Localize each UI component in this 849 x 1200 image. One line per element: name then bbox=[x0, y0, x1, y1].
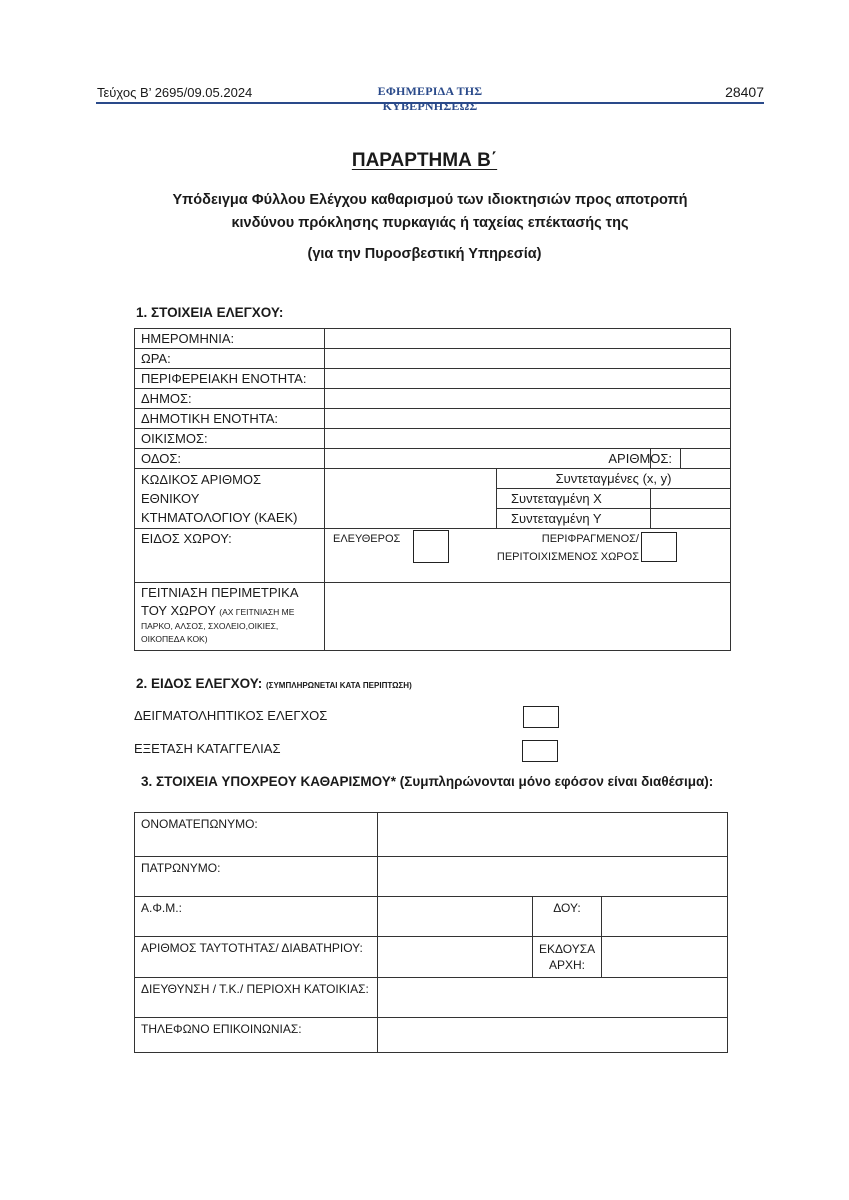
region-label: ΠΕΡΙΦΕΡΕΙΑΚΗ ΕΝΟΤΗΤΑ: bbox=[135, 369, 325, 389]
afm-label: Α.Φ.Μ.: bbox=[135, 897, 378, 937]
complaint-inspection-checkbox[interactable] bbox=[522, 740, 558, 762]
page-number: 28407 bbox=[725, 84, 764, 100]
table-row bbox=[135, 329, 731, 349]
region-field[interactable] bbox=[325, 369, 731, 389]
address-label: ΔΙΕΥΘΥΝΣΗ / Τ.Κ./ ΠΕΡΙΟΧΗ ΚΑΤΟΙΚΙΑΣ: bbox=[135, 978, 378, 1018]
municipality-field[interactable] bbox=[325, 389, 731, 409]
phone-field[interactable] bbox=[378, 1018, 728, 1053]
sample-inspection-label: ΔΕΙΓΜΑΤΟΛΗΠΤΙΚΟΣ ΕΛΕΓΧΟΣ bbox=[134, 708, 328, 723]
fullname-field[interactable] bbox=[378, 813, 728, 857]
table-row bbox=[135, 469, 731, 489]
table-row bbox=[135, 429, 731, 449]
kaek-label: ΚΩΔΙΚΟΣ ΑΡΙΘΜΟΣ ΕΘΝΙΚΟΥ ΚΤΗΜΑΤΟΛΟΓΙΟΥ (ΚΑΕΚ) bbox=[135, 469, 325, 529]
subtitle-line-2: κινδύνου πρόκλησης πυρκαγιάς ή ταχείας επέκτασής της bbox=[231, 215, 629, 231]
coord-x-field[interactable] bbox=[651, 489, 731, 509]
space-type-label: ΕΙΔΟΣ ΧΩΡΟΥ: bbox=[135, 529, 325, 583]
municipality-label: ΔΗΜΟΣ: bbox=[135, 389, 325, 409]
section-2-heading: 2. ΕΙΔΟΣ ΕΛΕΓΧΟΥ: (ΣΥΜΠΛΗΡΩΝΕΤΑΙ ΚΑΤΑ ΠΕΡΙΠΤΩΣΗ) bbox=[136, 676, 412, 691]
gazette-name: ΕΦΗΜΕΡΙΔΑ ΤΗΣ ΚΥΒΕΡΝΗΣΕΩΣ bbox=[377, 84, 483, 113]
section-1-heading: 1. ΣΤΟΙΧΕΙΑ ΕΛΕΓΧΟΥ: bbox=[136, 305, 284, 320]
address-field[interactable] bbox=[378, 978, 728, 1018]
id-number-field[interactable] bbox=[378, 937, 533, 978]
municipal-unit-label: ΔΗΜΟΤΙΚΗ ΕΝΟΤΗΤΑ: bbox=[135, 409, 325, 429]
date-label: ΗΜΕΡΟΜΗΝΙΑ: bbox=[135, 329, 325, 349]
coordinates-label: Συντεταγμένες (x, y) bbox=[497, 469, 731, 489]
issuing-authority-field[interactable] bbox=[602, 937, 728, 978]
enclosed-space-checkbox[interactable] bbox=[641, 532, 677, 562]
obligor-details-table bbox=[134, 812, 728, 1053]
page-title: ΠΑΡΑΡΤΗΜΑ Β΄ bbox=[351, 150, 498, 171]
table-row bbox=[135, 937, 728, 978]
coord-x-label: Συντεταγμένη Χ bbox=[497, 489, 651, 509]
fathers-name-field[interactable] bbox=[378, 857, 728, 897]
inspection-details-table bbox=[134, 328, 731, 651]
number-field[interactable] bbox=[681, 449, 731, 468]
open-space-label: ΕΛΕΥΘΕΡΟΣ bbox=[333, 533, 401, 545]
time-field[interactable] bbox=[325, 349, 731, 369]
space-type-options bbox=[325, 529, 731, 583]
date-field[interactable] bbox=[325, 329, 731, 349]
gazette-issue: Τεύχος Β’ 2695/09.05.2024 bbox=[97, 85, 253, 100]
table-row bbox=[135, 369, 731, 389]
coord-y-label: Συντεταγμένη Υ bbox=[497, 509, 651, 529]
table-row bbox=[135, 449, 731, 469]
fathers-name-label: ΠΑΤΡΩΝΥΜΟ: bbox=[135, 857, 378, 897]
adjacency-field[interactable] bbox=[325, 583, 731, 651]
id-number-label: ΑΡΙΘΜΟΣ ΤΑΥΤΟΤΗΤΑΣ/ ΔΙΑΒΑΤΗΡΙΟΥ: bbox=[135, 937, 378, 978]
subtitle-note: (για την Πυροσβεστική Υπηρεσία) bbox=[307, 246, 542, 262]
coord-y-field[interactable] bbox=[651, 509, 731, 529]
table-row bbox=[135, 857, 728, 897]
table-row bbox=[135, 583, 731, 651]
open-space-checkbox[interactable] bbox=[413, 530, 449, 563]
table-row bbox=[135, 813, 728, 857]
table-row bbox=[135, 897, 728, 937]
header-rule bbox=[96, 102, 764, 104]
street-field[interactable] bbox=[325, 449, 651, 469]
table-row bbox=[135, 529, 731, 583]
afm-field[interactable] bbox=[378, 897, 533, 937]
street-label: ΟΔΟΣ: bbox=[135, 449, 325, 469]
phone-label: ΤΗΛΕΦΩΝΟ ΕΠΙΚΟΙΝΩΝΙΑΣ: bbox=[135, 1018, 378, 1053]
complaint-inspection-label: ΕΞΕΤΑΣΗ ΚΑΤΑΓΓΕΛΙΑΣ bbox=[134, 741, 281, 756]
table-row bbox=[135, 978, 728, 1018]
doy-label: ΔΟΥ: bbox=[533, 897, 602, 937]
table-row bbox=[135, 409, 731, 429]
section-3-heading: 3. ΣΤΟΙΧΕΙΑ ΥΠΟΧΡΕΟΥ ΚΑΘΑΡΙΣΜΟΥ* (Συμπληρώνονται μόνο εφόσον είναι διαθέσιμα): bbox=[141, 774, 714, 789]
number-label: ΑΡΙΘΜΟΣ: bbox=[608, 451, 673, 466]
time-label: ΩΡΑ: bbox=[135, 349, 325, 369]
sample-inspection-checkbox[interactable] bbox=[523, 706, 559, 728]
enclosed-space-label: ΠΕΡΙΦΡΑΓΜΕΝΟΣ/ ΠΕΡΙΤΟΙΧΙΣΜΕΝΟΣ ΧΩΡΟΣ bbox=[496, 533, 639, 563]
settlement-field[interactable] bbox=[325, 429, 731, 449]
fullname-label: ΟΝΟΜΑΤΕΠΩΝΥΜΟ: bbox=[135, 813, 378, 857]
table-row bbox=[135, 349, 731, 369]
issuing-authority-label: ΕΚΔΟΥΣΑ ΑΡΧΗ: bbox=[533, 937, 602, 978]
municipal-unit-field[interactable] bbox=[325, 409, 731, 429]
adjacency-label: ΓΕΙΤΝΙΑΣΗ ΠΕΡΙΜΕΤΡΙΚΑ ΤΟΥ ΧΩΡΟΥ (ΑΧ ΓΕΙΤΝΙΑΣΗ ΜΕ ΠΑΡΚΟ, ΑΛΣΟΣ, ΣΧΟΛΕΙΟ,ΟΙΚΙΕΣ, ΟΙΚΟΠΕΔΑ ΚΟΚ) bbox=[135, 583, 325, 651]
kaek-field[interactable] bbox=[325, 469, 497, 529]
table-row bbox=[135, 389, 731, 409]
doy-field[interactable] bbox=[602, 897, 728, 937]
table-row bbox=[135, 1018, 728, 1053]
document-subtitle bbox=[140, 189, 720, 235]
settlement-label: ΟΙΚΙΣΜΟΣ: bbox=[135, 429, 325, 449]
subtitle-line-1: Υπόδειγμα Φύλλου Ελέγχου καθαρισμού των ιδιοκτησιών προς αποτροπή bbox=[172, 192, 688, 208]
